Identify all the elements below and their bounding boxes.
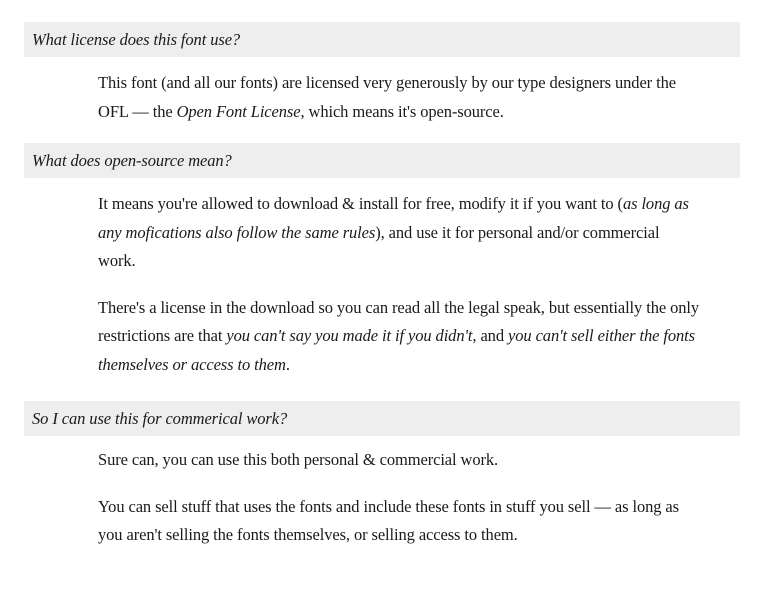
answer-paragraph xyxy=(98,294,700,380)
faq-answer-license xyxy=(24,69,740,126)
faq-question-license: What license does this font use? xyxy=(24,22,740,57)
answer-paragraph xyxy=(98,190,700,276)
answer-text-emphasis: you can't say you made it if you didn't xyxy=(226,326,473,345)
answer-text: This font (and all our fonts) are licensed very generously by our type designers under the OFL — the xyxy=(98,73,676,121)
answer-text: Sure can, you can use this both personal & commercial work. xyxy=(98,450,499,469)
answer-text-emphasis: Open Font License xyxy=(176,101,301,121)
faq-answer-commercial xyxy=(24,446,740,550)
answer-paragraph xyxy=(98,493,700,550)
answer-text-emphasis: you can't sell either the fonts themselves or access to them xyxy=(98,326,695,374)
answer-text: , and xyxy=(472,326,509,345)
answer-paragraph xyxy=(98,69,700,126)
answer-text: ), and use it for personal and/or commercial work. xyxy=(98,222,660,270)
faq-section xyxy=(24,22,740,550)
faq-question-open-source: What does open-source mean? xyxy=(24,143,740,178)
answer-text: It means you're allowed to download & install for free, modify it if you want to ( xyxy=(98,194,623,213)
answer-text: . xyxy=(285,354,290,374)
answer-text-emphasis: as long as any mofications also follow the same rules xyxy=(98,194,689,242)
answer-paragraph xyxy=(98,446,700,475)
answer-text: You can sell stuff that uses the fonts and include these fonts in stuff you sell — as long as you aren't selling the fonts themselves, or selling access to them. xyxy=(98,496,679,544)
answer-text: , which means it's open-source. xyxy=(300,101,504,121)
faq-question-commercial: So I can use this for commerical work? xyxy=(24,401,740,436)
answer-text: There's a license in the download so you can read all the legal speak, but essentially the only restrictions are that xyxy=(98,297,700,345)
faq-answer-open-source xyxy=(24,190,740,379)
